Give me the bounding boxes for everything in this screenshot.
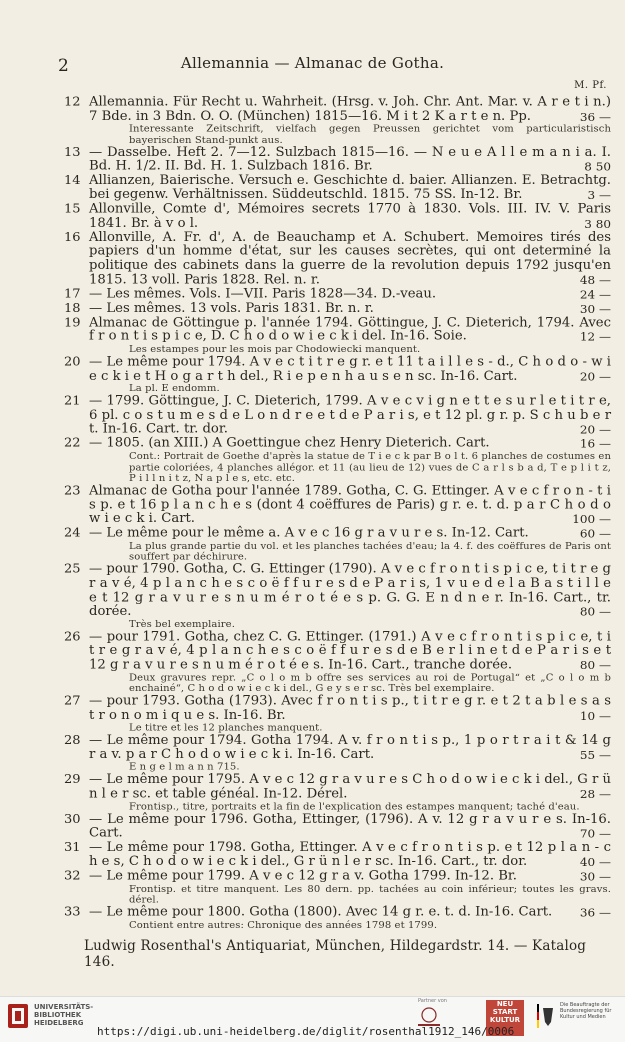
entry-text: — Le même pour 1795. A v e c 12 g r a v u r e s C h o d o w i e c k i del., G r ü n l e r sc. et table généal. In-12. Dérel. bbox=[89, 772, 611, 802]
entry-note: Deux gravures repr. „C o l o m b offre ses services au roi de Portugal“ et „C o l o m b enchainé“, C h o d o w i e c k i del., G e y s e r sc. Très bel exemplaire. bbox=[129, 672, 611, 695]
entry-text: — pour 1790. Gotha, C. G. Ettinger (1790). A v e c f r o n t i s p i c e, t i t r e g r a v é, 4 p l a n c h e s c o ë f f u r e s d e P a r i s, 1 v u e d e l a B a s t i l l e e t 12 g r a v u r e s n u m é r o t é e s p. G. G. E n d n e r. In-16. Cart., tr. dorée. bbox=[89, 562, 611, 619]
entry-number: 23 bbox=[64, 483, 81, 499]
catalog-entry bbox=[64, 356, 611, 395]
catalog-entry bbox=[64, 842, 611, 870]
catalog-entry bbox=[64, 438, 611, 485]
entry-note: E n g e l m a n n 715. bbox=[129, 762, 240, 773]
entry-text: — Dasselbe. Heft 2. 7—12. Sulzbach 1815—16. — N e u e A l l e m a n i a. I. Bd. H. 1/2. II. Bd. H. 1. Sulzbach 1816. Br. bbox=[89, 145, 611, 174]
catalog-entry bbox=[64, 485, 611, 527]
entry-note: Très bel exemplaire. bbox=[129, 619, 235, 630]
entry-note: La pl. E endomm. bbox=[129, 383, 220, 395]
entry-number: 22 bbox=[64, 436, 81, 451]
catalog-entry bbox=[64, 317, 611, 356]
entry-number: 12 bbox=[64, 95, 81, 110]
entry-text: Almanac de Göttingue p. l'année 1794. Göttingue, J. C. Dieterich, 1794. Avec f r o n t i s p i c e, D. C h o d o w i e c k i del. In-16. Soie. bbox=[89, 315, 611, 344]
entry-price: 28 — bbox=[579, 787, 611, 802]
entry-note: Le titre et les 12 planches manquent. bbox=[129, 723, 323, 734]
entry-text: — 1799. Göttingue, J. C. Dieterich, 1799. A v e c v i g n e t t e s u r l e t i t r e, 6 pl. c o s t u m e s d e L o n d r e e t d e P a r i s, e t 12 pl. g r. p. S c h u b e r t. In-16. Cart. tr. dor. bbox=[89, 394, 611, 437]
entry-price: 36 — bbox=[579, 109, 611, 124]
entry-number: 15 bbox=[64, 202, 81, 217]
entry-price: 40 — bbox=[579, 855, 611, 869]
entry-note: Contient entre autres: Chronique des années 1798 et 1799. bbox=[129, 920, 438, 931]
library-name: UNIVERSITÄTS- BIBLIOTHEK HEIDELBERG bbox=[34, 1003, 94, 1027]
university-seal-icon bbox=[6, 1002, 30, 1030]
catalog-entry bbox=[64, 906, 611, 931]
entry-text: Allianzen, Baierische. Versuch e. Geschichte d. baier. Allianzen. E. Betrachtg. bei gegenw. Verhältnissen. Süddeutschld. 1815. 75 SS. In-12. Br. bbox=[89, 173, 611, 203]
entry-price: 48 — bbox=[579, 273, 611, 287]
catalog-entry bbox=[64, 695, 611, 734]
catalog-entry bbox=[64, 96, 611, 146]
entry-number: 19 bbox=[64, 315, 81, 330]
entry-note: Frontisp. et titre manquent. Les 80 dern. pp. tachées au coin inférieur; toutes les gravs. dérel. bbox=[129, 883, 611, 906]
entry-price: 8 50 bbox=[584, 160, 611, 174]
running-title: Allemannia — Almanac de Gotha. bbox=[180, 54, 445, 72]
federal-eagle-icon bbox=[537, 1002, 557, 1030]
entry-text: Allonville, Comte d', Mémoires secrets 1770 à 1830. Vols. III. IV. V. Paris 1841. Br. à v o l. bbox=[89, 202, 611, 231]
entry-price: 70 — bbox=[579, 827, 611, 841]
neustart-kultur-logo: NEU START KULTUR bbox=[486, 1000, 524, 1036]
entry-price: 3 — bbox=[587, 188, 611, 203]
catalog-entry bbox=[64, 288, 611, 302]
entry-price: 30 — bbox=[579, 302, 611, 316]
entry-price: 80 — bbox=[579, 658, 611, 673]
page-number: 2 bbox=[58, 56, 69, 76]
entry-text: — pour 1793. Gotha (1793). Avec f r o n t i s p., t i t r e g r. e t 2 t a b l e s a s t r o n o m i q u e s. In-16. Br. bbox=[89, 694, 611, 723]
entry-price: 100 — bbox=[572, 512, 611, 527]
entry-price: 16 — bbox=[579, 437, 611, 451]
entry-price: 20 — bbox=[579, 423, 611, 437]
entry-text: — Le même pour 1796. Gotha, Ettinger, (1796). A v. 12 g r a v u r e s. In-16. Cart. bbox=[89, 812, 611, 841]
entry-number: 20 bbox=[64, 354, 81, 370]
catalog-entry bbox=[64, 870, 611, 906]
catalog-entry bbox=[64, 631, 611, 695]
entry-number: 32 bbox=[64, 868, 81, 884]
entry-text: Almanac de Gotha pour l'année 1789. Gotha, C. G. Ettinger. A v e c f r o n - t i s p. e t 16 p l a n c h e s (dont 4 coëffures de Paris) g r. e. t. d. p a r C h o d o w i e c k i. Cart. bbox=[89, 483, 611, 527]
entry-number: 13 bbox=[64, 145, 81, 160]
page-url-link[interactable]: https://digi.ub.uni-heidelberg.de/diglit/rosenthal1912_146/0006 bbox=[97, 1025, 515, 1038]
entry-price: 55 — bbox=[579, 748, 611, 762]
entry-price: 12 — bbox=[579, 330, 611, 344]
catalog-entry bbox=[64, 395, 611, 437]
entry-text: — Les mêmes. 13 vols. Paris 1831. Br. n. r. bbox=[89, 301, 374, 316]
entry-number: 26 bbox=[64, 629, 81, 645]
catalog-entry bbox=[64, 146, 611, 174]
entry-number: 17 bbox=[64, 286, 81, 302]
entry-number: 25 bbox=[64, 562, 81, 577]
entry-text: — Le même pour 1794. A v e c t i t r e g r. e t 11 t a i l l e s - d., C h o d o - w i e c k i e t H o g a r t h del., R i e p e n h a u s e n sc. In-16. Cart. bbox=[89, 354, 611, 384]
entry-text: — Les mêmes. Vols. I—VII. Paris 1828—34. D.-veau. bbox=[89, 286, 437, 302]
entry-number: 31 bbox=[64, 840, 81, 855]
entry-price: 10 — bbox=[579, 709, 611, 723]
catalog-entry bbox=[64, 302, 611, 316]
entry-number: 33 bbox=[64, 905, 81, 920]
entry-number: 16 bbox=[64, 230, 81, 245]
entry-text: — Le même pour 1794. Gotha 1794. A v. f r o n t i s p., 1 p o r t r a i t & 14 g r a v. p a r C h o d o w i e c k i. In-16. Cart. bbox=[89, 733, 611, 762]
entry-number: 18 bbox=[64, 301, 81, 316]
catalog-entries bbox=[64, 96, 611, 932]
entry-note: Interessante Zeitschrift, vielfach gegen Preussen gerichtet vom particularistisch bayerischen Stand-punkt aus. bbox=[129, 123, 611, 146]
entry-text: — Le même pour le même a. A v e c 16 g r a v u r e s. In-12. Cart. bbox=[89, 526, 529, 541]
entry-price: 20 — bbox=[579, 369, 611, 384]
catalog-entry bbox=[64, 564, 611, 631]
entry-price: 80 — bbox=[579, 605, 611, 619]
catalog-entry bbox=[64, 527, 611, 563]
entry-number: 27 bbox=[64, 694, 81, 709]
catalog-entry bbox=[64, 813, 611, 841]
entry-note: Les estampes pour les mois par Chodowiecki manquent. bbox=[129, 344, 421, 355]
partner-label: Partner von bbox=[418, 998, 447, 1004]
entry-number: 28 bbox=[64, 733, 81, 748]
entry-text: — Le même pour 1799. A v e c 12 g r a v. Gotha 1799. In-12. Br. bbox=[89, 868, 517, 884]
entry-note: Frontisp., titre, portraits et la fin de l'explication des estampes manquent; taché d'eau. bbox=[129, 801, 580, 813]
catalog-entry bbox=[64, 734, 611, 773]
entry-price: 30 — bbox=[579, 869, 611, 884]
entry-text: Allemannia. Für Recht u. Wahrheit. (Hrsg. v. Joh. Chr. Ant. Mar. v. A r e t i n.) 7 Bde. in 3 Bdn. O. O. (München) 1815—16. M i t 2 K a r t e n. Pp. bbox=[89, 95, 611, 124]
entry-text: — Le même pour 1800. Gotha (1800). Avec 14 g r. e. t. d. In-16. Cart. bbox=[89, 905, 553, 920]
catalog-entry bbox=[64, 175, 611, 203]
entry-price: 24 — bbox=[579, 287, 611, 302]
entry-price: 36 — bbox=[579, 906, 611, 920]
bkm-label: Die Beauftragte der Bundesregierung für Kultur und Medien bbox=[560, 1002, 612, 1020]
entry-price: 3 80 bbox=[584, 217, 611, 231]
entry-text: — 1805. (an XIII.) A Goettingue chez Henry Dieterich. Cart. bbox=[89, 436, 490, 451]
entry-price: 60 — bbox=[579, 527, 611, 541]
entry-text: — pour 1791. Gotha, chez C. G. Ettinger. (1791.) A v e c f r o n t i s p i c e, t i t r e g r a v é, 4 p l a n c h e s c o ë f f u r e s d e B e r l i n e t d e P a r i s e t 12 g r a v u r e s n u m é r o t é e s. In-16. Cart., tranche dorée. bbox=[89, 629, 611, 673]
currency-label: M. Pf. bbox=[574, 80, 607, 91]
entry-note: Cont.: Portrait de Goethe d'après la statue de T i e c k par B o l t. 6 planches de costumes en partie coloriées, 4 planches allégor. et 11 (au lieu de 12) vues de C a r l s b a d, T e p l i t z, P i l l n i t z, N a p l e s, etc. etc. bbox=[129, 451, 611, 484]
catalog-footer: Ludwig Rosenthal's Antiquariat, München, Hildegardstr. 14. — Katalog 146. bbox=[84, 938, 587, 970]
entry-text: Allonville, A. Fr. d', A. de Beauchamp et A. Schubert. Memoires tirés des papiers d'un homme d'état, sur les causes secrètes, qui ont determiné la politique des cabinets dans la guerre de la revolution depuis 1792 jusqu'en 1815. 13 voll. Paris 1828. Rel. n. r. bbox=[89, 230, 611, 287]
catalog-entry bbox=[64, 774, 611, 813]
entry-number: 30 bbox=[64, 812, 81, 827]
catalog-entry bbox=[64, 203, 611, 231]
entry-number: 14 bbox=[64, 173, 81, 189]
entry-number: 29 bbox=[64, 772, 81, 788]
entry-number: 21 bbox=[64, 394, 81, 409]
entry-note: La plus grande partie du vol. et les planches tachées d'eau; la 4. f. des coëffures de Paris ont souffert par déchirure. bbox=[129, 541, 611, 563]
entry-text: — Le même pour 1798. Gotha, Ettinger. A v e c f r o n t i s p. e t 12 p l a n - c h e s, C h o d o w i e c k i del., G r ü n l e r sc. In-16. Cart., tr. dor. bbox=[89, 840, 611, 869]
catalog-entry bbox=[64, 231, 611, 287]
entry-number: 24 bbox=[64, 526, 81, 541]
